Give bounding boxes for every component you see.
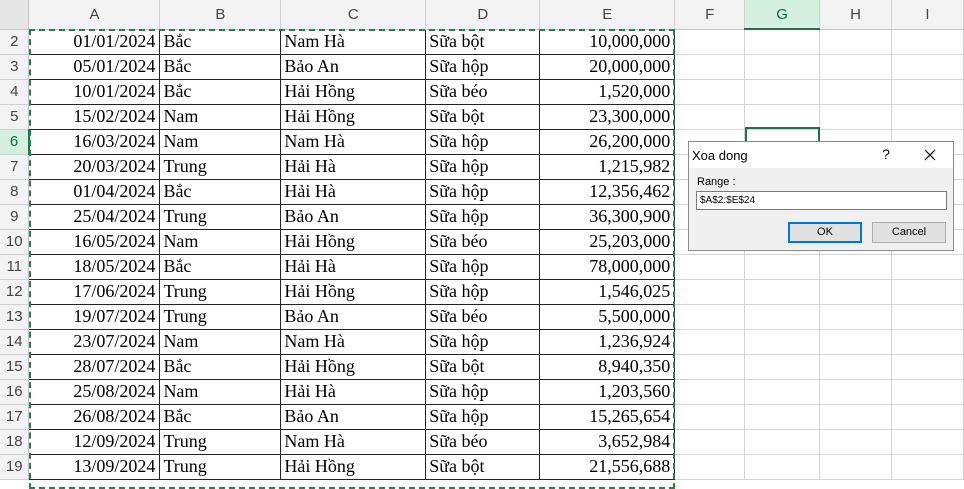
row-header[interactable]: 2 [0,29,29,54]
cell-date[interactable]: 10/01/2024 [29,79,160,104]
cell-date[interactable]: 13/09/2024 [29,454,160,479]
empty-cell[interactable] [820,429,892,454]
cell-product[interactable]: Sữa béo [426,304,540,329]
empty-cell[interactable] [745,329,820,354]
empty-cell[interactable] [892,104,964,129]
empty-cell[interactable] [675,29,745,54]
cell-store[interactable]: Nam Hà [281,429,426,454]
cell-amount[interactable]: 1,546,025 [540,279,675,304]
cell-date[interactable]: 15/02/2024 [29,104,160,129]
row-header[interactable]: 19 [0,454,29,479]
empty-cell[interactable] [820,29,892,54]
empty-cell[interactable] [892,79,964,104]
empty-cell[interactable] [892,29,964,54]
empty-cell[interactable] [745,254,820,279]
cell-store[interactable]: Hải Hồng [281,229,426,254]
cell-region[interactable]: Bắc [160,254,281,279]
cell-amount[interactable]: 15,265,654 [540,404,675,429]
empty-cell[interactable] [820,379,892,404]
column-header-a[interactable]: A [29,0,160,29]
cell-store[interactable]: Nam Hà [281,129,426,154]
empty-cell[interactable] [892,54,964,79]
empty-cell[interactable] [820,254,892,279]
empty-cell[interactable] [745,379,820,404]
empty-cell[interactable] [820,404,892,429]
empty-cell[interactable] [675,254,745,279]
cell-date[interactable]: 17/06/2024 [29,279,160,304]
cell-product[interactable]: Sữa hộp [426,129,540,154]
empty-cell[interactable] [892,254,964,279]
cell-store[interactable]: Hải Hà [281,379,426,404]
empty-cell[interactable] [745,454,820,479]
table-row [0,79,964,104]
empty-cell[interactable] [675,329,745,354]
empty-cell[interactable] [675,104,745,129]
cell-amount[interactable]: 12,356,462 [540,179,675,204]
cell-product[interactable]: Sữa hộp [426,404,540,429]
table-row [0,29,964,54]
table-row [0,354,964,379]
cell-store[interactable]: Bảo An [281,54,426,79]
cell-product[interactable]: Sữa hộp [426,254,540,279]
cell-amount[interactable]: 5,500,000 [540,304,675,329]
table-row [0,429,964,454]
cell-amount[interactable]: 23,300,000 [540,104,675,129]
cell-product[interactable]: Sữa hộp [426,329,540,354]
row-header[interactable]: 8 [0,179,29,204]
table-row [0,279,964,304]
empty-cell[interactable] [745,54,820,79]
cell-store[interactable]: Bảo An [281,304,426,329]
empty-cell[interactable] [675,354,745,379]
ok-button[interactable]: OK [788,222,862,243]
cell-amount[interactable]: 78,000,000 [540,254,675,279]
column-header-d[interactable]: D [426,0,540,29]
cell-date[interactable]: 20/03/2024 [29,154,160,179]
empty-cell[interactable] [820,79,892,104]
empty-cell[interactable] [745,279,820,304]
empty-cell[interactable] [675,54,745,79]
row-header[interactable]: 14 [0,329,29,354]
cell-product[interactable]: Sữa hộp [426,54,540,79]
empty-cell[interactable] [745,404,820,429]
cell-store[interactable]: Nam Hà [281,29,426,54]
cell-amount[interactable]: 20,000,000 [540,54,675,79]
row-header[interactable]: 12 [0,279,29,304]
cell-amount[interactable]: 10,000,000 [540,29,675,54]
cell-product[interactable]: Sữa béo [426,229,540,254]
cell-store[interactable]: Hải Hà [281,254,426,279]
table-row [0,254,964,279]
cell-date[interactable]: 25/04/2024 [29,204,160,229]
cell-amount[interactable]: 1,203,560 [540,379,675,404]
cell-amount[interactable]: 25,203,000 [540,229,675,254]
empty-cell[interactable] [892,404,964,429]
empty-cell[interactable] [675,454,745,479]
empty-cell[interactable] [892,329,964,354]
empty-cell[interactable] [892,379,964,404]
cell-product[interactable]: Sữa bột [426,354,540,379]
empty-cell[interactable] [675,429,745,454]
row-header[interactable]: 6 [0,129,29,154]
cell-region[interactable]: Nam [160,129,281,154]
cell-region[interactable]: Bắc [160,404,281,429]
cell-product[interactable]: Sữa hộp [426,179,540,204]
empty-cell[interactable] [820,279,892,304]
range-input[interactable] [696,191,947,210]
column-header-b[interactable]: B [160,0,281,29]
cell-region[interactable]: Bắc [160,79,281,104]
cell-amount[interactable]: 21,556,688 [540,454,675,479]
cell-date[interactable]: 05/01/2024 [29,54,160,79]
row-header[interactable]: 16 [0,379,29,404]
cell-store[interactable]: Hải Hồng [281,279,426,304]
table-row [0,329,964,354]
empty-cell[interactable] [745,104,820,129]
empty-cell[interactable] [892,354,964,379]
empty-cell[interactable] [892,429,964,454]
empty-cell[interactable] [892,304,964,329]
column-header-c[interactable]: C [281,0,426,29]
table-row [0,304,964,329]
row-header[interactable]: 5 [0,104,29,129]
empty-cell[interactable] [675,404,745,429]
column-header-i[interactable]: I [892,0,964,29]
cell-product[interactable]: Sữa bột [426,29,540,54]
column-header-f[interactable]: F [675,0,745,29]
empty-cell[interactable] [820,54,892,79]
cell-region[interactable]: Nam [160,329,281,354]
cell-region[interactable]: Nam [160,379,281,404]
cell-product[interactable]: Sữa béo [426,79,540,104]
cell-store[interactable]: Hải Hà [281,154,426,179]
cell-amount[interactable]: 1,520,000 [540,79,675,104]
cell-region[interactable]: Trung [160,429,281,454]
table-row [0,454,964,479]
select-all-corner[interactable] [0,0,29,29]
row-header[interactable]: 17 [0,404,29,429]
range-label: Range : [697,176,736,188]
table-row [0,379,964,404]
empty-cell[interactable] [675,279,745,304]
empty-cell[interactable] [820,304,892,329]
cell-product[interactable]: Sữa bột [426,454,540,479]
cell-product[interactable]: Sữa hộp [426,204,540,229]
empty-cell[interactable] [745,79,820,104]
empty-cell[interactable] [675,379,745,404]
cell-region[interactable]: Bắc [160,354,281,379]
empty-cell[interactable] [745,429,820,454]
cell-date[interactable]: 16/03/2024 [29,129,160,154]
cell-date[interactable]: 12/09/2024 [29,429,160,454]
cell-region[interactable]: Trung [160,204,281,229]
cell-date[interactable]: 25/08/2024 [29,379,160,404]
cell-region[interactable]: Trung [160,304,281,329]
table-row [0,104,964,129]
cell-region[interactable]: Bắc [160,54,281,79]
cell-product[interactable]: Sữa béo [426,429,540,454]
empty-cell[interactable] [820,329,892,354]
empty-cell[interactable] [820,354,892,379]
cell-date[interactable]: 01/04/2024 [29,179,160,204]
empty-cell[interactable] [745,304,820,329]
cell-store[interactable]: Hải Hồng [281,79,426,104]
column-header-row [0,0,964,29]
empty-cell[interactable] [892,454,964,479]
row-header[interactable]: 13 [0,304,29,329]
cell-store[interactable]: Hải Hồng [281,104,426,129]
cell-amount[interactable]: 8,940,350 [540,354,675,379]
cell-store[interactable]: Nam Hà [281,329,426,354]
cell-amount[interactable]: 26,200,000 [540,129,675,154]
cell-date[interactable]: 28/07/2024 [29,354,160,379]
cell-date[interactable]: 18/05/2024 [29,254,160,279]
cell-date[interactable]: 16/05/2024 [29,229,160,254]
row-header[interactable]: 11 [0,254,29,279]
dialog-title: Xoa dong [692,148,748,163]
cell-region[interactable]: Nam [160,229,281,254]
row-header[interactable]: 7 [0,154,29,179]
cell-product[interactable]: Sữa hộp [426,154,540,179]
row-header[interactable]: 3 [0,54,29,79]
empty-cell[interactable] [745,354,820,379]
close-icon[interactable] [919,144,941,166]
column-header-h[interactable]: H [820,0,892,29]
row-header[interactable]: 9 [0,204,29,229]
cell-date[interactable]: 01/01/2024 [29,29,160,54]
help-button[interactable]: ? [882,146,890,162]
cell-product[interactable]: Sữa hộp [426,279,540,304]
cell-store[interactable]: Hải Hà [281,179,426,204]
cell-region[interactable]: Bắc [160,29,281,54]
cell-amount[interactable]: 3,652,984 [540,429,675,454]
empty-cell[interactable] [820,104,892,129]
cell-region[interactable]: Trung [160,154,281,179]
cancel-button[interactable]: Cancel [872,222,946,243]
cell-store[interactable]: Bảo An [281,204,426,229]
table-row [0,404,964,429]
column-header-g[interactable]: G [745,0,820,29]
cell-product[interactable]: Sữa bột [426,104,540,129]
cell-store[interactable]: Hải Hồng [281,354,426,379]
dialog-titlebar[interactable] [689,142,953,168]
cell-date[interactable]: 19/07/2024 [29,304,160,329]
cell-date[interactable]: 26/08/2024 [29,404,160,429]
empty-cell[interactable] [675,304,745,329]
cell-amount[interactable]: 1,215,982 [540,154,675,179]
row-header[interactable]: 10 [0,229,29,254]
empty-cell[interactable] [820,454,892,479]
cell-region[interactable]: Bắc [160,179,281,204]
cell-product[interactable]: Sữa hộp [426,379,540,404]
cell-store[interactable]: Hải Hồng [281,454,426,479]
table-row [0,54,964,79]
row-header[interactable]: 4 [0,79,29,104]
empty-cell[interactable] [675,79,745,104]
cell-store[interactable]: Bảo An [281,404,426,429]
column-header-e[interactable]: E [540,0,675,29]
cell-region[interactable]: Trung [160,279,281,304]
empty-cell[interactable] [892,279,964,304]
empty-cell[interactable] [745,29,820,54]
cell-region[interactable]: Trung [160,454,281,479]
row-header[interactable]: 15 [0,354,29,379]
cell-amount[interactable]: 1,236,924 [540,329,675,354]
row-header[interactable]: 18 [0,429,29,454]
cell-amount[interactable]: 36,300,900 [540,204,675,229]
cell-region[interactable]: Nam [160,104,281,129]
cell-date[interactable]: 23/07/2024 [29,329,160,354]
range-dialog [688,141,954,251]
